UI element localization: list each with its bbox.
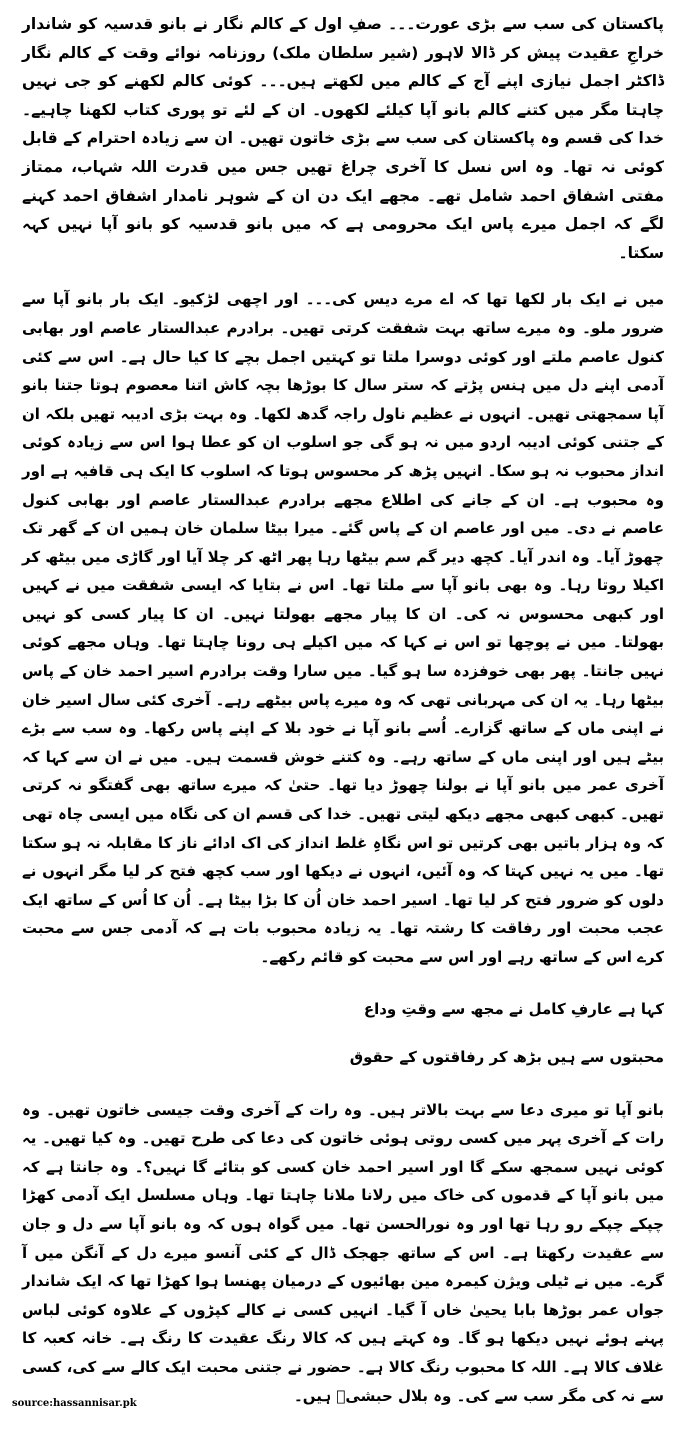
verse-line-2: محبتوں سے ہیں بڑھ کر رفاقتوں کے حقوق bbox=[349, 1047, 664, 1066]
source-credit: source:hassannisar.pk bbox=[12, 1398, 137, 1409]
article-paragraph-1: پاکستان کی سب سے بڑی عورت۔۔۔ صفِ اول کے کالم نگار نے بانو قدسیہ کو شاندار خراجِ عقیدت پیش کر ڈالا لاہور (شیر سلطان ملک) روزنامہ نوائے وقت کے کالم نگار ڈاکٹر اجمل نیازی اپنے آج کے کالم میں لکھتے ہیں۔۔۔ کوئی کالم لکھنے کو جی نہیں چاہتا مگر میں کتنے کالم بانو آپا کیلئے لکھوں۔ ان کے لئے تو پوری کتاب لکھنا چاہیے۔ خدا کی قسم وہ پاکستان کی سب سے بڑی خاتون تھیں۔ ان سے زیادہ احترام کے قابل کوئی نہ تھا۔ وہ اس نسل کا آخری چراغ تھیں جس میں قدرت اللہ شہاب، ممتاز مفتی اشفاق احمد شامل تھے۔ مجھے ایک دن ان کے شوہر نامدار اشفاق احمد کہنے لگے کہ اجمل میرے پاس ایک محرومی ہے کہ میں بانو قدسیہ کو بانو آپا نہیں کہہ سکتا۔ bbox=[22, 15, 664, 262]
article-paragraph-2: میں نے ایک بار لکھا تھا کہ اے مرے دیس کی۔۔۔ اور اچھی لڑکیو۔ ایک بار بانو آپا سے ضرور ملو۔ وہ میرے ساتھ بہت شفقت کرتی تھیں۔ برادرم عبدالستار عاصم اور بھابی کنول عاصم ملتے اور کوئی دوسرا ملتا تو کہتیں اجمل بچے کا کیا حال ہے۔ اس سے کئی آدمی اپنے دل میں ہنس پڑتے کہ ستر سال کا بوڑھا بچہ کاش اتنا معصوم ہوتا جتنا بانو آپا سمجھتی تھیں۔ انہوں نے عظیم ناول راجہ گدھ لکھا۔ وہ بہت بڑی ادیبہ تھیں بلکہ ان کے جتنی کوئی ادیبہ اردو میں نہ ہو گی جو اسلوب ان کو عطا ہوا اس سے زیادہ کوئی انداز محبوب نہ ہو سکا۔ انہیں پڑھ کر محسوس ہوتا کہ اسلوب کا ایک ہی قافیہ ہے اور وہ محبوب ہے۔ ان کے جانے کی اطلاع مجھے برادرم عبدالستار عاصم اور بھابی کنول عاصم نے دی۔ میں اور عاصم ان کے پاس گئے۔ میرا بیٹا سلمان خان ہمیں ان کے گھر تک چھوڑ آیا۔ وہ اندر آیا۔ کچھ دیر گم سم بیٹھا رہا پھر اٹھ کر چلا آیا اور گاڑی میں بیٹھ کر اکیلا روتا رہا۔ وہ بھی بانو آپا سے ملتا تھا۔ اس نے بتایا کہ ایسی شفقت میں نے کہیں اور کبھی محسوس نہ کی۔ ان کا پیار مجھے بھولتا نہیں۔ ان کا پیار کسی کو نہیں بھولتا۔ میں نے پوچھا تو اس نے کہا کہ میں اکیلے ہی رونا چاہتا تھا۔ وہاں مجھے کوئی نہیں جانتا۔ پھر بھی خوفزدہ سا ہو گیا۔ میں سارا وقت برادرم اسیر احمد خان کے پاس بیٹھا رہا۔ یہ ان کی مہربانی تھی کہ وہ میرے پاس بیٹھے رہے۔ آخری کئی سال اسیر خان نے اپنی ماں کے ساتھ گزارے۔ اُسے بانو آپا نے خود بلا کے اپنے پاس رکھا۔ وہ سب سے بڑے بیٹے ہیں اور اپنی ماں کے ساتھ رہے۔ وہ کتنے خوش قسمت ہیں۔ میں نے ان سے کہا کہ آخری عمر میں بانو آپا نے بولنا چھوڑ دیا تھا۔ حتیٰ کہ میرے ساتھ بھی گفتگو نہ کرتی تھیں۔ کبھی کبھی مجھے دیکھ لیتی تھیں۔ خدا کی قسم ان کی نگاہ میں ایسی چاہ تھی کہ وہ ہزار باتیں بھی کرتیں تو اس نگاہِ غلط انداز کی اک ادائے ناز کا مقابلہ نہ ہو سکتا تھا۔ میں یہ نہیں کہتا کہ وہ آئیں، انہوں نے دیکھا اور سب کچھ فتح کر لیا مگر انہوں نے دلوں کو ضرور فتح کر لیا تھا۔ اسیر احمد خان اُن کا بڑا بیٹا ہے۔ اُن کا اُس کے ساتھ ایک عجب محبت اور رفاقت کا رشتہ تھا۔ یہ زیادہ محبوب بات ہے کہ آدمی جس سے محبت کرے اس کے ساتھ رہے اور اس سے محبت کو قائم رکھے۔ bbox=[21, 290, 664, 966]
verse-line-1: کہا ہے عارفِ کامل نے مجھ سے وقتِ وداع bbox=[363, 999, 664, 1018]
article-paragraph-3: بانو آپا تو میری دعا سے بہت بالاتر ہیں۔ وہ رات کے آخری وقت جیسی خاتون تھیں۔ وہ رات کے آخری پہر میں کسی روتی ہوئی خاتون کی دعا کی طرح تھیں۔ وہ کیا تھیں۔ یہ کوئی نہیں سمجھ سکے گا اور اسیر احمد خان کسی کو بتائے گا نہیں؟۔ وہ جانتا ہے کہ میں بانو آپا کے قدموں کی خاک میں رلانا ملانا چاہتا تھا۔ وہاں مسلسل ایک آدمی کھڑا چپکے چپکے رو رہا تھا اور وہ نورالحسن تھا۔ میں گواہ ہوں کہ وہ بانو آپا سے دل و جان سے عقیدت رکھتا ہے۔ اس کے ساتھ جھجک ڈال کے کئی آنسو میرے دل کے آنگن میں آ گرے۔ میں نے ٹیلی ویژن کیمرہ مین بھائیوں کے درمیان پھنسا ہوا کھڑا تھا کہ ایک شاندار جواں عمر بوڑھا بابا یحییٰ خاں آ گیا۔ انہیں کسی نے کالے کپڑوں کے علاوہ کوئی لباس پہنے ہوئے نہیں دیکھا ہو گا۔ وہ کہتے ہیں کہ کالا رنگ عقیدت کا رنگ ہے۔ خانہ کعبہ کا غلاف کالا ہے۔ اللہ کا محبوب رنگ کالا ہے۔ حضور نے جتنی محبت ایک کالے سے کی، کسی سے نہ کی مگر سب سے کی۔ وہ بلال حبشیؓ ہیں۔ bbox=[22, 1100, 664, 1405]
